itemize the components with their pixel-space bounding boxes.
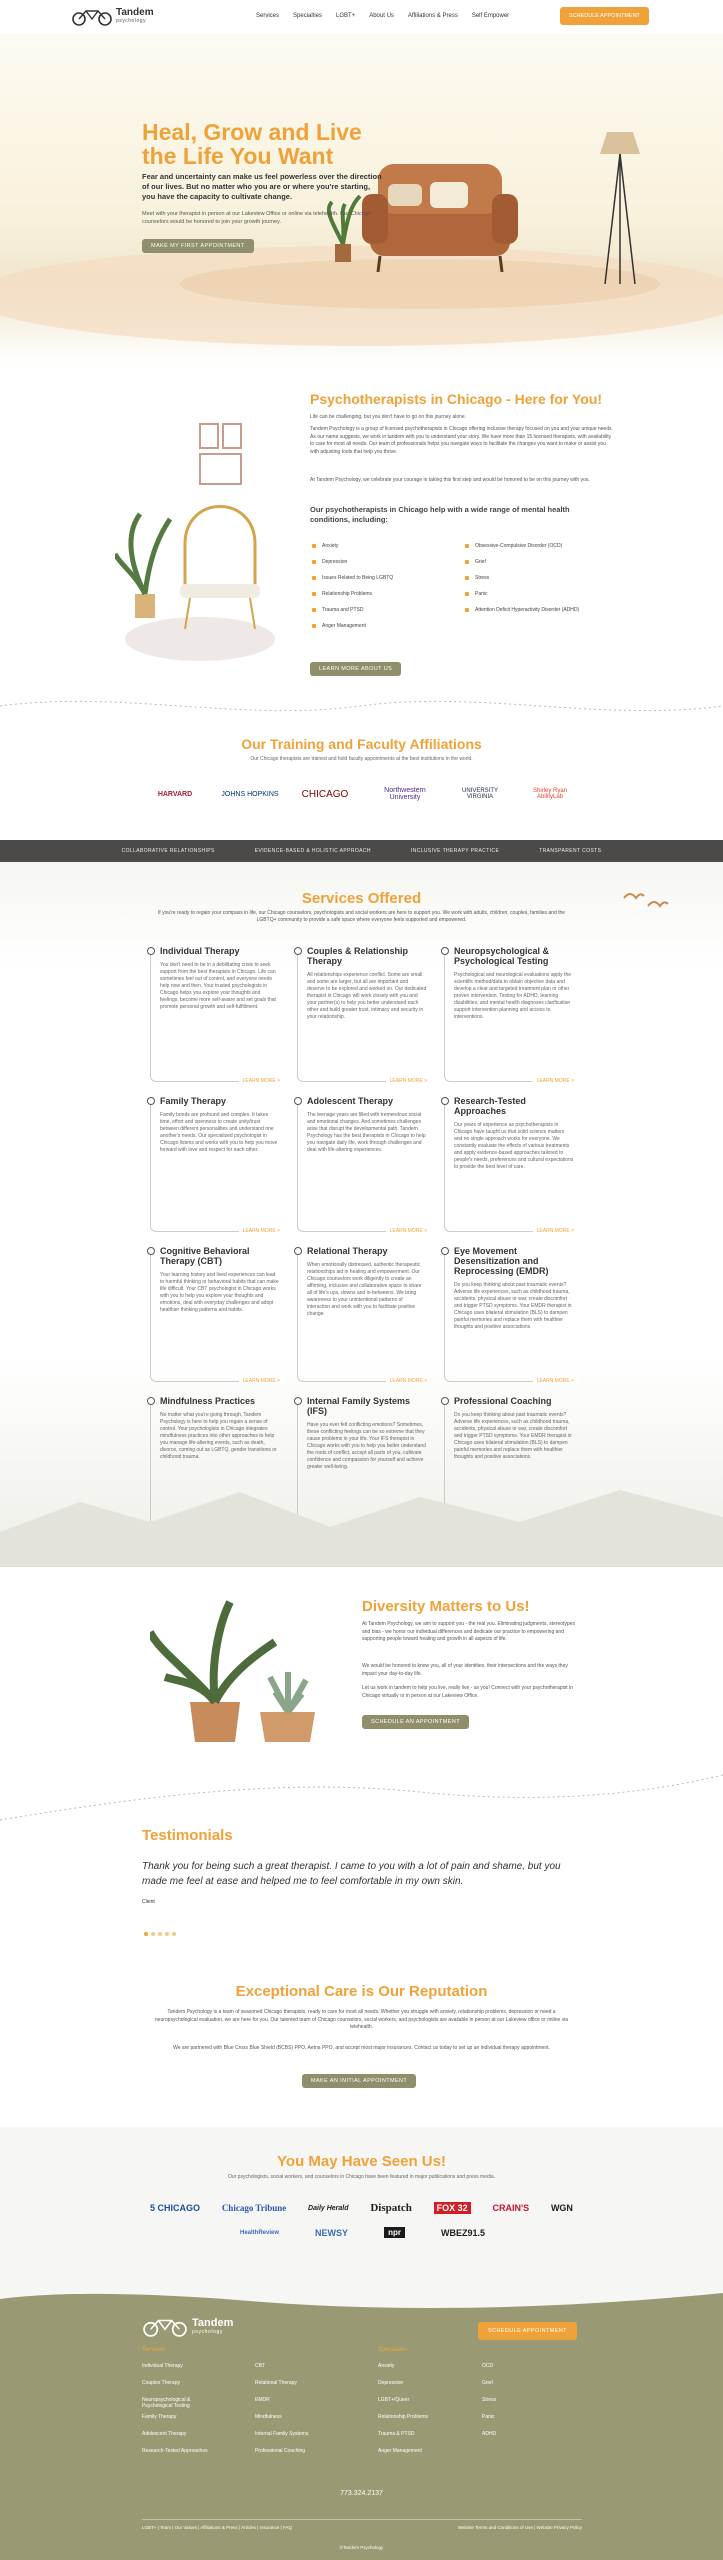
training-subtitle: Our Chicago therapists are trained and hold faculty appointments at the best institutions in the world.: [250, 756, 473, 762]
list-item: Attention Deficit Hyperactivity Disorder (ADHD): [465, 602, 579, 618]
footer-link[interactable]: LGBT+/Queer: [378, 2397, 410, 2403]
reputation-title: Exceptional Care is Our Reputation: [235, 1983, 488, 2000]
footer-legal-links[interactable]: Website Terms and Conditions of Use | Website Privacy Policy: [457, 2525, 582, 2530]
service-description: Your learning history and lived experiences can lead to harmful thinking or behavioral habits that can make life difficult. Your CBT psychologist in Chicago works with you to help you explore your thoughts and emotions, deal with everyday challenges and adopt healthier thinking patterns and habits.: [160, 1272, 279, 1313]
chair-illustration: [115, 414, 285, 674]
nav-about[interactable]: About Us: [369, 13, 394, 19]
list-item: Anger Management: [312, 618, 393, 634]
testimonials-title: Testimonials: [142, 1827, 233, 1844]
affiliation-logos: [140, 780, 580, 808]
footer-specialties-title: Specialties: [378, 2347, 408, 2353]
learn-more-link[interactable]: LEARN MORE >: [239, 1228, 284, 1234]
footer-nav-links[interactable]: LGBT+ | Team | Our Values | Affiliations & Press | Articles | Insurance | FAQ: [142, 2525, 292, 2530]
service-card: [150, 947, 280, 1082]
footer-bottom-links: [142, 2519, 582, 2530]
service-title: Cognitive Behavioral Therapy (CBT): [160, 1246, 250, 1266]
tandem-bike-icon: [72, 6, 112, 26]
services-section: [0, 862, 723, 1567]
psy-subtitle: Our psychotherapists in Chicago help with a wide range of mental health conditions, including:: [310, 505, 570, 524]
learn-more-link[interactable]: LEARN MORE >: [386, 1078, 431, 1084]
service-card: [297, 1097, 427, 1232]
training-title: Our Training and Faculty Affiliations: [241, 736, 482, 752]
list-item: Stress: [465, 570, 579, 586]
service-description: Psychological and neurological evaluations apply the scientific method/data to obtain objective data and develop a clear and targeted treatment plan or other proven intervention. Testing for ADHD, learning disabilities, and mental health diagnoses clarification support intervention planning and access to interventions.: [454, 972, 572, 1020]
carousel-dot[interactable]: [158, 1932, 162, 1936]
service-card: [444, 1247, 574, 1382]
media-subtitle: Our psychologists, social workers, and counselors in Chicago have been featured in major publications and press media.: [227, 2174, 496, 2180]
psy-paragraph-2: Tandem Psychology is a group of licensed psychotherapists in Chicago offering inclusive therapy focused on you and your unique needs. As our name suggests, we work in tandem with you to understand your story. We have more than 15 licensed therapists, with availability to care for most all needs. Our team of professionals helps you navigate ways to facilitate the changes you want to make or assist you with adjusting tools that help you thrive.: [310, 426, 613, 455]
psy-paragraph-3: At Tandem Psychology, we celebrate your courage in taking this first step and would be honored to be on this journey with you.: [310, 477, 590, 483]
service-description: You don't need to be in a debilitating crisis to seek support from the best therapists in Chicago. Life can sometimes feel out of control, and everyone needs help now and then. Your trusted psychologists in Chicago helps you explore your thoughts and feelings, become more self-aware and set goals that promote personal growth and self-fulfillment.: [160, 962, 276, 1010]
footer-link[interactable]: Adolescent Therapy: [142, 2431, 187, 2437]
footer-curve: [0, 2287, 723, 2313]
service-description: Do you keep thinking about past traumatic events? Adverse life experiences, such as childhood trauma, accidents, physical abuse or war, create discomfort and trigger PTSD symptoms. Your EMDR therapist in Chicago uses bilateral stimulation (BLS) to dampen painful memories and replace them with healthier thoughts and positive associations.: [454, 1282, 572, 1330]
service-card: [150, 1097, 280, 1232]
service-title: Eye Movement Desensitization and Reprocessing (EMDR): [454, 1246, 549, 1276]
nav-services[interactable]: Services: [256, 13, 280, 19]
footer-link[interactable]: Trauma & PTSD: [378, 2431, 415, 2437]
footer-link[interactable]: Mindfulness: [255, 2414, 282, 2420]
conditions-list-right: [465, 538, 579, 618]
list-item: Relationship Problems: [312, 586, 393, 602]
brain-icon: [441, 947, 449, 955]
bullet-icon: [312, 608, 316, 612]
psy-title: Psychotherapists in Chicago - Here for You!: [310, 391, 602, 407]
site-header: [0, 0, 723, 34]
bullet-icon: [465, 560, 469, 564]
diversity-paragraph-2: We would be honored to know you, all of your identities, their intersections and the ways they impact your day-to-day life.: [362, 1663, 568, 1677]
learn-more-link[interactable]: LEARN MORE >: [533, 1078, 578, 1084]
footer-link[interactable]: Anger Management: [378, 2448, 422, 2454]
wgn-logo: WGN: [550, 2203, 573, 2213]
service-title: Relational Therapy: [307, 1246, 388, 1256]
footer-link[interactable]: Relational Therapy: [255, 2380, 297, 2386]
bullet-icon: [312, 544, 316, 548]
learn-more-link[interactable]: LEARN MORE >: [386, 1228, 431, 1234]
diversity-paragraph-3: Let us work in tandem to help you live, really live - as you! Connect with your psychotherapist in Chicago virtually or in person at our Lakeview Office.: [362, 1685, 573, 1699]
learn-more-link[interactable]: LEARN MORE >: [239, 1078, 284, 1084]
carousel-dots: [144, 1932, 176, 1936]
hero-subtext: Meet with your therapist in person at our Lakeview Office or online via telehealth. Our Chicago counselors would be honored to join your growth journey.: [142, 211, 371, 225]
list-item: Trauma and PTSD: [312, 602, 393, 618]
learn-more-about-us-button[interactable]: LEARN MORE ABOUT US: [310, 662, 401, 676]
service-description: When emotionally distressed, authentic therapeutic relationships aid in healing and empowerment. Our Chicago counselors work diligently to create an affirming, inclusive and collaborative space to share all of life's ups, downs and in-betweens. We bring awareness to your unintentional patterns of interaction and work with you to facilitate positive change.: [307, 1262, 422, 1317]
band-item: TRANSPARENT COSTS: [539, 848, 602, 854]
footer-link[interactable]: Panic: [482, 2414, 495, 2420]
carousel-dot[interactable]: [165, 1932, 169, 1936]
footer-services-column: [142, 2347, 212, 2465]
mindfulness-icon: [147, 1397, 155, 1405]
bullet-icon: [465, 608, 469, 612]
footer-logo-title: Tandem: [192, 2317, 234, 2329]
media-title: You May Have Seen Us!: [277, 2153, 446, 2170]
footer-logo-subtitle: psychology: [192, 2329, 224, 2335]
johns-hopkins-logo: JOHNS HOPKINS: [221, 790, 279, 798]
service-card: [444, 947, 574, 1082]
logo[interactable]: [72, 6, 154, 26]
northwestern-logo: Northwestern University: [384, 787, 426, 801]
service-title: Individual Therapy: [160, 946, 240, 956]
testimonial-quote: Thank you for being such a great therapist. I came to you with a lot of pain and shame, but you made me feel at ease and helped me to feel comfortable in my own skin.: [142, 1861, 561, 1887]
service-card: [297, 1247, 427, 1382]
service-description: No matter what you're going through, Tandem Psychology is here to help you regain a sense of control. Your psychologists in Chicago integrates mindfulness practices into other approaches to help you manage life-altering events, such as death, divorce, coming out as LGBTQ, gender transitions or childhood trauma.: [160, 1412, 277, 1460]
service-title: Family Therapy: [160, 1096, 227, 1106]
hero-lead: Fear and uncertainty can make us feel powerless over the direction of our lives. But no matter who you are or where you're starting, you have the capacity to cultivate change.: [142, 172, 382, 201]
services-title: Services Offered: [301, 890, 422, 907]
uva-logo: UNIVERSITY VIRGINIA: [461, 788, 498, 800]
nav-self-empower[interactable]: Self Empower: [471, 13, 510, 19]
psy-paragraph-1: Life can be challenging, but you don't have to go on this journey alone.: [310, 414, 467, 420]
service-description: Have you ever felt conflicting emotions? Sometimes, these conflicting feelings can be so extreme that they cause problems in your life. Your IFS therapist in Chicago works with you to help you better understand the roots of conflict, accept all parts of you, cultivate confidence and compassion for yourself and achieve greater well-being.: [307, 1422, 426, 1470]
logo-subtitle: psychology: [116, 18, 147, 24]
tandem-bike-icon: [142, 2315, 188, 2337]
initial-appointment-button[interactable]: MAKE AN INITIAL APPOINTMENT: [302, 2074, 416, 2088]
person-icon: [147, 947, 155, 955]
site-footer: [0, 2287, 723, 2560]
npr-logo: npr: [384, 2227, 405, 2238]
service-description: The teenage years are filled with tremendous social and emotional changes. And sometimes challenges arise that disrupt the developmental path. Tandem Psychology has the best therapists in Chicago to help you navigate daily life, work through challenges and deal with life-altering experiences.: [307, 1112, 426, 1153]
service-card: [297, 947, 427, 1082]
newsy-logo: NEWSY: [315, 2227, 349, 2238]
relational-icon: [294, 1247, 302, 1255]
psychotherapists-section: [0, 364, 723, 694]
service-description: Family bonds are profound and complex. It takes time, effort and openness to create unity/trust between different personalities and understand one another's needs. Our specialized psychologist in Chicago listens and works with you to help you move forward with love and respect for each other.: [160, 1112, 278, 1153]
ifs-icon: [294, 1397, 302, 1405]
conditions-list-left: [312, 538, 393, 634]
footer-link[interactable]: OCD: [482, 2363, 494, 2369]
band-item: EVIDENCE-BASED & HOLISTIC APPROACH: [254, 848, 371, 854]
band-item: COLLABORATIVE RELATIONSHIPS: [121, 848, 215, 854]
media-logos-row-1: [150, 2202, 573, 2214]
footer-link[interactable]: Couples Therapy: [142, 2380, 180, 2386]
service-card: [150, 1247, 280, 1382]
coaching-icon: [441, 1397, 449, 1405]
footer-specialties-column-2: [482, 2363, 496, 2448]
footer-phone[interactable]: 773.324.2137: [340, 2490, 383, 2497]
media-logos-row-2: [240, 2227, 485, 2238]
hero-title: Heal, Grow and Live the Life You Want: [142, 119, 362, 169]
family-icon: [147, 1097, 155, 1105]
chicago-tribune-logo: Chicago Tribune: [221, 2203, 287, 2213]
nav-specialties[interactable]: Specialties: [293, 13, 323, 19]
couple-icon: [294, 947, 302, 955]
service-card: [444, 1097, 574, 1232]
media-section: [0, 2127, 723, 2287]
nav-affiliations[interactable]: Affiliations & Press: [407, 13, 458, 19]
bullet-icon: [312, 576, 316, 580]
list-item: Depression: [312, 554, 393, 570]
carousel-dot[interactable]: [144, 1932, 148, 1936]
list-item: Panic: [465, 586, 579, 602]
teen-icon: [294, 1097, 302, 1105]
footer-link[interactable]: Family Therapy: [142, 2414, 177, 2420]
schedule-appointment-button[interactable]: SCHEDULE APPOINTMENT: [560, 7, 649, 25]
bullet-icon: [465, 576, 469, 580]
abilitylab-logo: Shirley Ryan AbilityLab: [532, 788, 567, 800]
reputation-paragraph-1: Tandem Psychology is a team of seasoned Chicago therapists, ready to care for most all needs. Whether you struggle with anxiety, relationship problems, depression or need a neuropsychological evaluation, we are here for you. Our talented team of Chicago counselors, social workers, and psychologists are available in person at our Lakeview office or online via telehealth.: [154, 2009, 569, 2030]
footer-link[interactable]: EMDR: [255, 2397, 270, 2403]
footer-link[interactable]: Neuropsychological & Psychological Testing: [142, 2397, 191, 2409]
research-icon: [441, 1097, 449, 1105]
cbt-icon: [147, 1247, 155, 1255]
footer-link[interactable]: ADHD: [482, 2431, 497, 2437]
reputation-section: [0, 1967, 723, 2127]
hero-section: [0, 34, 723, 364]
harvard-logo: HARVARD: [157, 790, 193, 798]
learn-more-link[interactable]: LEARN MORE >: [239, 1378, 284, 1384]
footer-link[interactable]: Depression: [378, 2380, 404, 2386]
list-item: Anxiety: [312, 538, 393, 554]
services-intro: If you're ready to regain your compass in life, our Chicago counselors, psychologists and social workers are here to support you. We work with adults, children, couples, families and the LGBTQ+ community to provide a safe space where everyone feels supported and empowered.: [157, 910, 566, 923]
service-description: Our years of experience as psychotherapists in Chicago have taught us that solid science matters and no single approach works for everyone. We constantly evaluate the effects of various treatments and apply evidence-based approaches tailored to people's needs, preferences and cultural expectations to provide the best level of care.: [454, 1122, 574, 1170]
training-section: [0, 714, 723, 839]
service-title: Internal Family Systems (IFS): [307, 1396, 411, 1416]
service-description: Do you keep thinking about past traumatic events? Adverse life experiences, such as childhood trauma, accidents, physical abuse or war, create discomfort and trigger PTSD symptoms. Your EMDR therapist in Chicago uses bilateral stimulation (BLS) to dampen painful memories and replace them with healthier thoughts and positive associations.: [454, 1412, 572, 1460]
wbez-logo: WBEZ91.5: [440, 2227, 485, 2238]
eye-icon: [441, 1247, 449, 1255]
footer-link[interactable]: Anxiety: [378, 2363, 395, 2369]
dispatch-logo: Dispatch: [370, 2202, 412, 2214]
healthreview-logo: HealthReview: [240, 2229, 280, 2236]
footer-services-title: Services: [142, 2347, 166, 2353]
uchicago-logo: CHICAGO: [301, 788, 349, 800]
learn-more-link[interactable]: LEARN MORE >: [533, 1228, 578, 1234]
footer-logo[interactable]: [142, 2315, 233, 2337]
band-item: INCLUSIVE THERAPY PRACTICE: [410, 848, 500, 854]
footer-link[interactable]: Grief: [482, 2380, 493, 2386]
learn-more-link[interactable]: LEARN MORE >: [386, 1378, 431, 1384]
service-title: Couples & Relationship Therapy: [307, 946, 409, 966]
copyright: ©Tandem Psychology: [339, 2545, 384, 2550]
bullet-icon: [312, 624, 316, 628]
fox32-logo: FOX 32: [434, 2202, 471, 2214]
nbc5-logo: 5 CHICAGO: [150, 2203, 201, 2213]
learn-more-link[interactable]: LEARN MORE >: [533, 1378, 578, 1384]
carousel-dot[interactable]: [172, 1932, 176, 1936]
reputation-paragraph-2: We are partnered with Blue Cross Blue Shield (BCBS) PPO, Aetna PPO, and accept most major insurances. Contact us today to set up an individual therapy appointment.: [173, 2045, 550, 2051]
service-title: Neuropsychological & Psychological Testing: [454, 946, 550, 966]
diversity-title: Diversity Matters to Us!: [362, 1598, 530, 1615]
list-item: Issues Related to Being LGBTQ: [312, 570, 393, 586]
footer-services-column-2: [255, 2363, 308, 2465]
service-title: Adolescent Therapy: [307, 1096, 394, 1106]
service-title: Professional Coaching: [454, 1396, 552, 1406]
list-item: Grief: [465, 554, 579, 570]
first-appointment-button[interactable]: MAKE MY FIRST APPOINTMENT: [142, 239, 254, 253]
footer-link[interactable]: Internal Family Systems: [255, 2431, 309, 2437]
carousel-dot[interactable]: [151, 1932, 155, 1936]
bullet-icon: [312, 560, 316, 564]
list-item: Obsessive-Compulsive Disorder (OCD): [465, 538, 579, 554]
service-title: Mindfulness Practices: [160, 1396, 256, 1406]
values-band: [0, 840, 723, 862]
mountains-decoration: [0, 1462, 723, 1567]
service-title: Research-Tested Approaches: [454, 1096, 526, 1116]
bullet-icon: [465, 544, 469, 548]
bullet-icon: [312, 592, 316, 596]
footer-specialties-column: [378, 2347, 428, 2465]
footer-link[interactable]: CBT: [255, 2363, 265, 2369]
footer-link[interactable]: Individual Therapy: [142, 2363, 183, 2369]
footer-link[interactable]: Professional Coaching: [255, 2448, 306, 2454]
service-description: All relationships experience conflict. Some are small and some are larger, but all are important and deserve to be explored and worked on. Our dedicated therapist in Chicago will work closely with you and your partner(s) to help you better understand each other and build greater trust, intimacy and security in your relationship.: [307, 972, 427, 1020]
footer-link[interactable]: Stress: [482, 2397, 497, 2403]
plants-illustration: [150, 1592, 325, 1742]
bullet-icon: [465, 592, 469, 596]
footer-link[interactable]: Research-Tested Approaches: [142, 2448, 208, 2454]
footer-schedule-button[interactable]: SCHEDULE APPOINTMENT: [478, 2322, 577, 2340]
main-nav: [256, 13, 509, 19]
testimonial-author: Client: [142, 1899, 155, 1905]
diversity-paragraph-1: At Tandem Psychology, we aim to support you - the real you. Eliminating judgments, stereotypes and bias - we honor our individual differences and dedicate our practice to empowering and supporting people toward healing and growth in all aspects of life.: [362, 1621, 575, 1642]
testimonials-section: [0, 1807, 723, 1967]
nav-lgbt[interactable]: LGBT+: [336, 13, 356, 19]
footer-link[interactable]: Relationship Problems: [378, 2414, 429, 2420]
schedule-appointment-button[interactable]: SCHEDULE AN APPOINTMENT: [362, 1715, 469, 1729]
logo-title: Tandem: [116, 7, 154, 18]
daily-herald-logo: Daily Herald: [308, 2204, 349, 2212]
crains-logo: CRAIN'S: [492, 2203, 530, 2213]
